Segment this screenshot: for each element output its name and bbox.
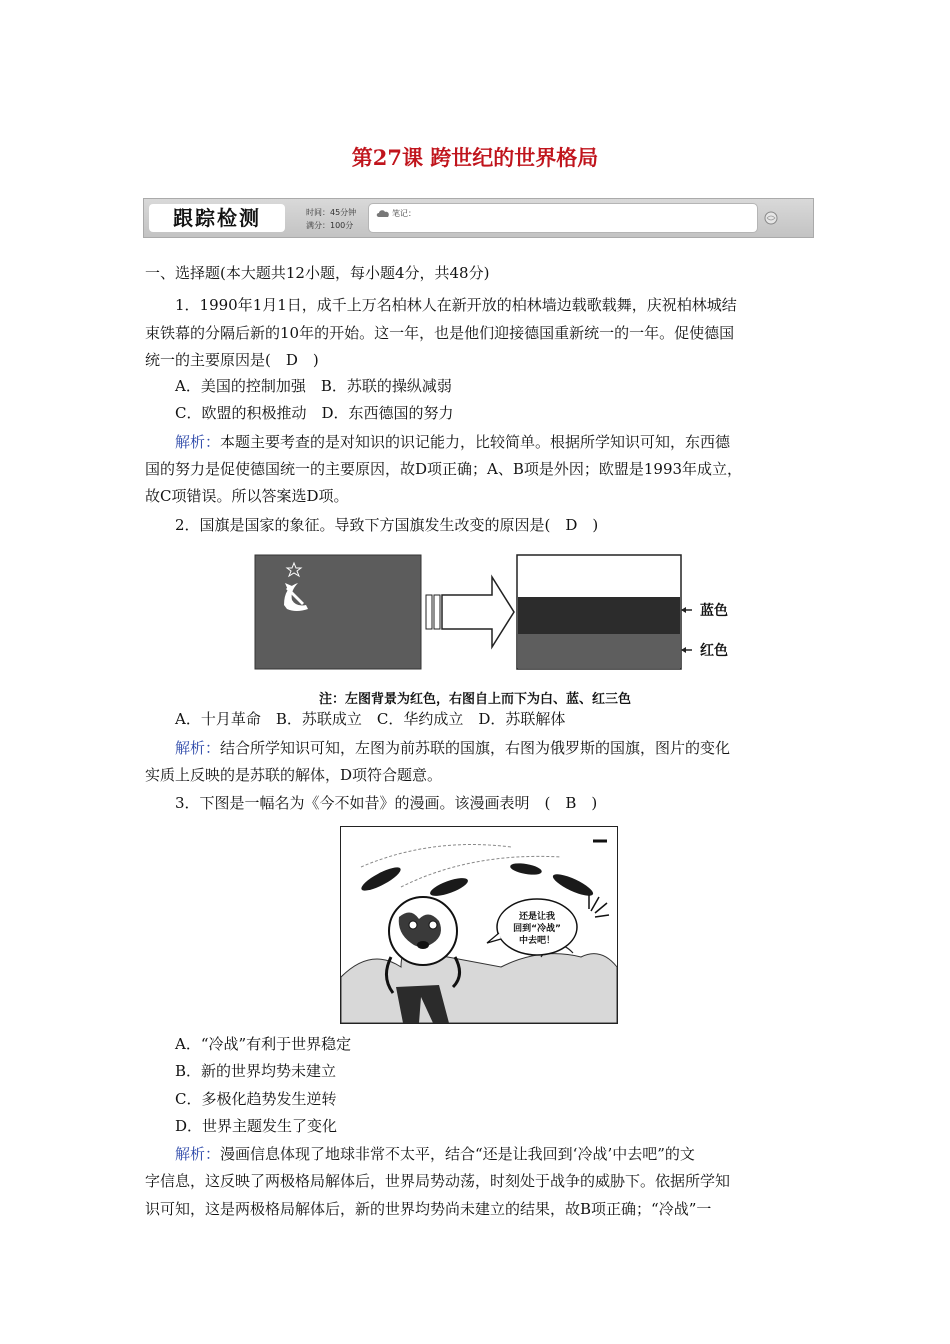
q3-analysis-line (175, 1144, 695, 1164)
q1-stem-line: 束铁幕的分隔后新的10年的开始。这一年，也是他们迎接德国重新统一的一年。促使德国 (145, 324, 735, 342)
practice-banner (143, 198, 814, 238)
q3-analysis-line: 识可知，这是两极格局解体后，新的世界均势尚未建立的结果，故B项正确；“冷战”一 (145, 1200, 712, 1218)
analysis-text: 本题主要考查的是对知识的识记能力，比较简单。根据所学知识可知，东西德 (220, 433, 731, 451)
blue-label: 蓝色 (700, 603, 728, 619)
russian-flag-blue-band (518, 597, 680, 634)
analysis-label: 解析： (175, 739, 221, 757)
q2-options: A．十月革命 B．苏联成立 C．华约成立 D．苏联解体 (175, 710, 566, 728)
q1-analysis-line (175, 432, 730, 452)
analysis-text: 结合所学知识可知，左图为前苏联的国旗，右图为俄罗斯的国旗，图片的变化 (220, 739, 731, 757)
q3-stem: 3．下图是一幅名为《今不如昔》的漫画。该漫画表明 ( B ) (175, 794, 598, 812)
q1-stem-line: 1．1990年1月1日，成千上万名柏林人在新开放的柏林墙边载歌载舞，庆祝柏林城结 (175, 296, 737, 314)
q3-option-line: D．世界主题发生了变化 (175, 1117, 338, 1135)
q1-option-line: A．美国的控制加强 B．苏联的操纵减弱 (175, 377, 452, 395)
globe-icon (764, 211, 778, 225)
q1-option-line: C．欧盟的积极推动 D．东西德国的努力 (175, 404, 454, 422)
banner-label: 跟踪检测 (149, 204, 285, 232)
notes-field[interactable] (368, 203, 758, 233)
q1-stem-line: 统一的主要原因是( D ) (145, 351, 319, 369)
q3-option-line: A．“冷战”有利于世界稳定 (175, 1035, 352, 1053)
cloud-icon (376, 209, 390, 218)
banner-meta (306, 206, 356, 232)
notes-label: 笔记： (392, 209, 416, 218)
full-score: 满分：100分 (306, 221, 354, 230)
q3-option-line: C．多极化趋势发生逆转 (175, 1090, 337, 1108)
analysis-text: 漫画信息体现了地球非常不太平，结合“还是让我回到‘冷战’中去吧”的文 (220, 1145, 695, 1163)
q3-analysis-line: 字信息，这反映了两极格局解体后，世界局势动荡，时刻处于战争的威胁下。依据所学知 (145, 1172, 731, 1190)
q1-analysis-line: 国的努力是促使德国统一的主要原因，故D项正确；A、B项是外因；欧盟是1993年成立， (145, 460, 743, 478)
bubble-line: 还是让我 (518, 912, 556, 922)
explosion-icon (589, 895, 609, 917)
q3-option-line: B．新的世界均势未建立 (175, 1062, 337, 1080)
bubble-line: 回到“冷战” (513, 924, 561, 934)
russian-flag-red-band (518, 634, 680, 668)
flag-comparison-figure (254, 553, 734, 677)
q2-analysis-line: 实质上反映的是苏联的解体，D项符合题意。 (145, 766, 443, 784)
page-title: 第27课 跨世纪的世界格局 (351, 145, 599, 170)
q2-analysis-line (175, 738, 730, 758)
q1-analysis-line: 故C项错误。所以答案选D项。 (145, 487, 349, 505)
q2-stem: 2．国旗是国家的象征。导致下方国旗发生改变的原因是( D ) (175, 516, 599, 534)
section-header: 一、选择题(本大题共12小题，每小题4分，共48分) (145, 264, 490, 282)
time-limit: 时间：45分钟 (306, 208, 357, 217)
soviet-flag (255, 555, 421, 669)
analysis-label: 解析： (175, 433, 221, 451)
bubble-line: 中去吧！ (518, 936, 556, 946)
cartoon-image (340, 826, 618, 1024)
red-label: 红色 (700, 643, 728, 659)
figure-note: 注：左图背景为红色，右图自上而下为白、蓝、红三色 (318, 692, 631, 707)
arrow-icon (426, 577, 514, 647)
analysis-label: 解析： (175, 1145, 221, 1163)
